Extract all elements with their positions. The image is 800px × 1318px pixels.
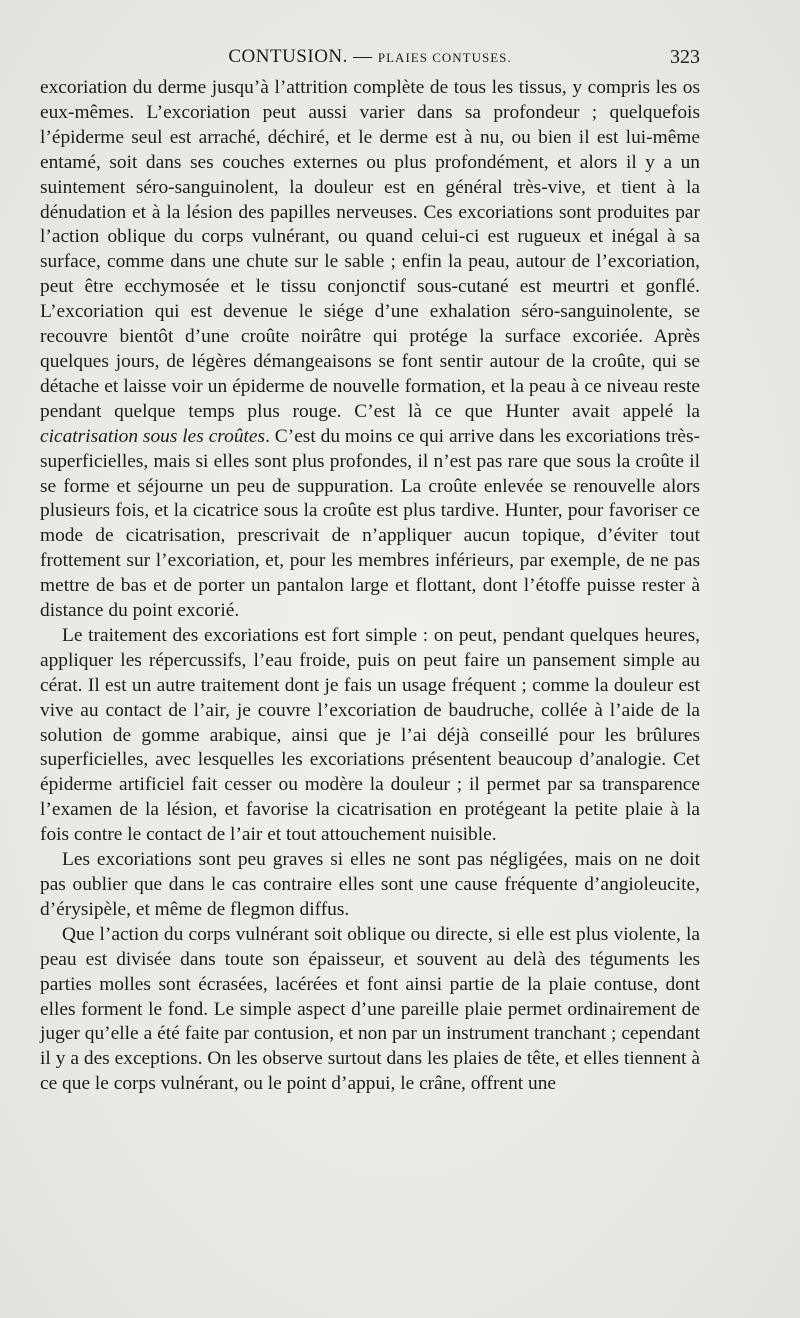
paragraph-text: excoriation du derme jusqu’à l’attrition complète de tous les tissus, y compris les os eux-mêmes. L’excoriation peut aussi varier dans sa profondeur ; quelquefois l’épiderme seul est arraché, déchiré, et le derme est à nu, ou bien il est lui-même entamé, soit dans ses couches externes ou plus profondément, et alors il y a un suintement séro-sanguinolent, la douleur est en général très-vive, et tient à la dénudation et à la lésion des papilles nerveuses. Ces excoriations sont produites par l’action oblique du corps vulnérant, ou quand celui-ci est rugueux et inégal à sa surface, comme dans une chute sur le sable ; enfin la peau, autour de l’excoriation, peut être ecchymosée et le tissu conjonctif sous-cutané est meurtri et gonflé. L’excoriation qui est devenue le siége d’une exhalation séro-sanguinolente, se recouvre bientôt d’une croûte noirâtre qui protége la surface excoriée. Après quelques jours, de légères démangeaisons se font sentir autour de la croûte, qui se détache et laisse voir un épiderme de nouvelle formation, et la peau à ce niveau reste pendant quelque temps plus rouge. C’est là ce que Hunter avait appelé la [40,77,700,422]
page-number: 323 [670,46,700,68]
running-header [40,42,700,72]
running-title-main: CONTUSION. — [228,46,378,67]
italic-term: cicatrisation sous les croûtes [40,425,266,447]
body-text [40,76,700,1097]
paragraph-treatment: Le traitement des excoriations est fort simple : on peut, pendant quelques heures, appliquer les répercussifs, l’eau froide, puis on peut faire un pansement simple au cérat. Il est un autre traitement dont je fais un usage fréquent ; comme la douleur est vive au contact de l’air, je couvre l’excoriation de baudruche, collée à l’aide de la solution de gomme arabique, ainsi que je l’ai déjà conseillé pour les brûlures superficielles, avec lesquelles les excoriations présentent beaucoup d’analogie. Cet épiderme artificiel fait cesser ou modère la douleur ; il permet par sa transparence l’examen de la lésion, et favorise la cicatrisation en protégeant la petite plaie à la fois contre le contact de l’air et tout attouchement nuisible. [40,624,700,846]
paragraph-continued [40,76,700,624]
running-title [40,42,700,73]
paragraph-text: . C’est du moins ce qui arrive dans les excoriations très-superficielles, mais si elles sont plus profondes, il n’est pas rare que sous la croûte il se forme et séjourne un peu de suppuration. La croûte enlevée se renouvelle alors plusieurs fois, et la cicatrice sous la croûte est plus tardive. Hunter, pour favoriser ce mode de cicatrisation, prescrivait de n’appliquer aucun topique, d’éviter tout frottement sur l’excoriation, et, pour les membres inférieurs, par exemple, de ne pas mettre de bas et de porter un pantalon large et flottant, dont l’étoffe puisse rester à distance du point excorié. [40,425,701,622]
paragraph-gravity: Les excoriations sont peu graves si elles ne sont pas négligées, mais on ne doit pas oublier que dans le cas contraire elles sont une cause fréquente d’angioleucite, d’érysipèle, et même de flegmon diffus. [40,849,700,920]
paragraph-contused-wound: Que l’action du corps vulnérant soit oblique ou directe, si elle est plus violente, la peau est divisée dans toute son épaisseur, et souvent au delà des téguments les parties molles sont écrasées, lacérées et font ainsi partie de la plaie contuse, dont elles forment le fond. Le simple aspect d’une pareille plaie permet ordinairement de juger qu’elle a été faite par contusion, et non par un instrument tranchant ; cependant il y a des exceptions. On les observe surtout dans les plaies de tête, et elles tiennent à ce que le corps vulnérant, ou le point d’appui, le crâne, offrent une [40,923,700,1095]
running-title-sub: PLAIES CONTUSES. [377,50,512,65]
